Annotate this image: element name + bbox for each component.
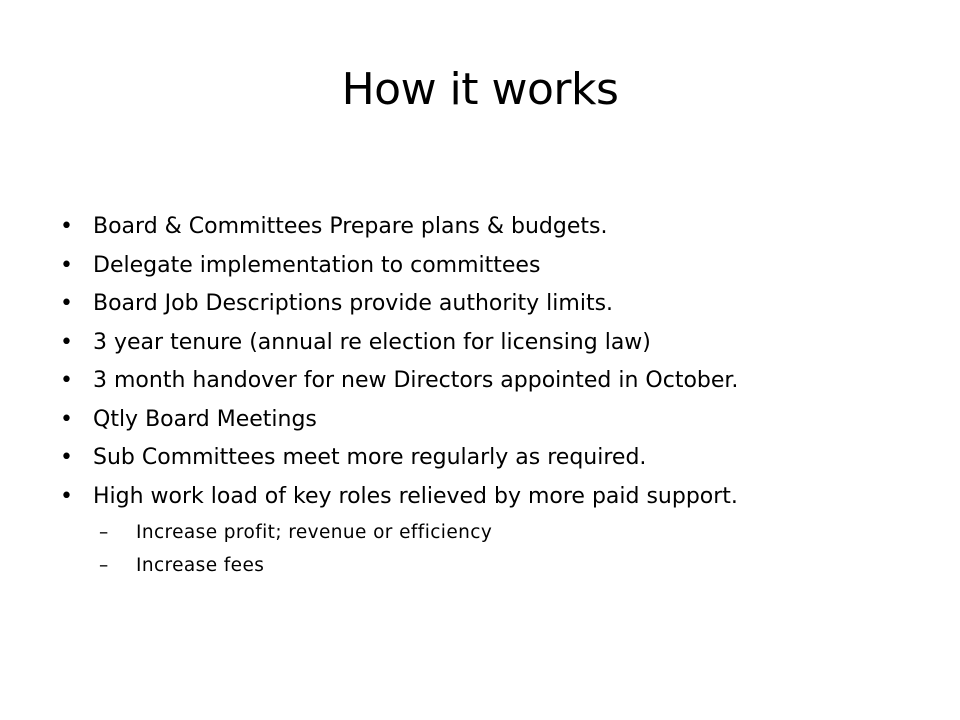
slide-title: How it works bbox=[341, 64, 619, 115]
bullet-list bbox=[60, 208, 940, 582]
bullet-icon: • bbox=[60, 368, 73, 393]
bullet-text: High work load of key roles relieved by more paid support. bbox=[93, 483, 738, 509]
bullet-text: Board & Committees Prepare plans & budgets. bbox=[93, 214, 608, 239]
bullet-text: 3 year tenure (annual re election for licensing law) bbox=[93, 329, 651, 355]
bullet-item bbox=[60, 324, 940, 363]
sub-bullet-text: Increase profit; revenue or efficiency bbox=[136, 522, 493, 543]
dash-icon: – bbox=[99, 555, 109, 576]
bullet-icon: • bbox=[60, 291, 73, 316]
bullet-item bbox=[60, 208, 940, 247]
bullet-text: Sub Committees meet more regularly as required. bbox=[93, 445, 647, 470]
bullet-text: Qtly Board Meetings bbox=[93, 406, 317, 432]
bullet-icon: • bbox=[60, 329, 73, 355]
bullet-item bbox=[60, 285, 940, 324]
bullet-icon: • bbox=[60, 406, 73, 432]
sub-bullet-item bbox=[60, 516, 940, 549]
bullet-item bbox=[60, 401, 940, 440]
bullet-text: 3 month handover for new Directors appointed in October. bbox=[93, 368, 739, 393]
bullet-icon: • bbox=[60, 214, 73, 239]
sub-bullet-item bbox=[60, 549, 940, 582]
bullet-text: Delegate implementation to committees bbox=[93, 252, 541, 278]
bullet-icon: • bbox=[60, 483, 73, 509]
bullet-item bbox=[60, 439, 940, 478]
bullet-text: Board Job Descriptions provide authority limits. bbox=[93, 291, 614, 316]
bullet-item bbox=[60, 478, 940, 517]
dash-icon: – bbox=[99, 522, 109, 543]
bullet-item bbox=[60, 247, 940, 286]
sub-bullet-text: Increase fees bbox=[136, 555, 265, 576]
bullet-item bbox=[60, 362, 940, 401]
bullet-icon: • bbox=[60, 252, 73, 278]
bullet-icon: • bbox=[60, 445, 73, 470]
